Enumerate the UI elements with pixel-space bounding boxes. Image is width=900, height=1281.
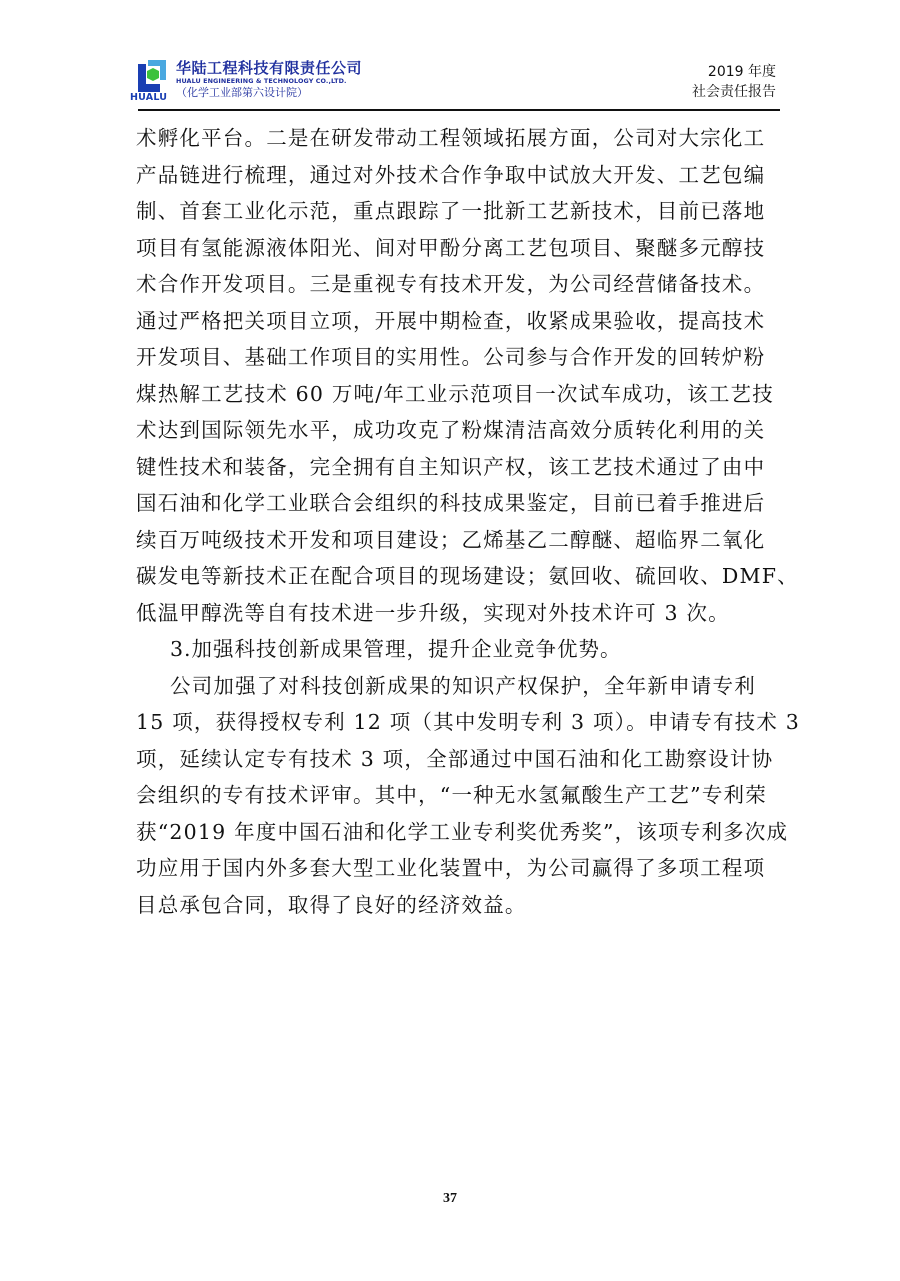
text-line: 获“2019 年度中国石油和化学工业专利奖优秀奖”，该项专利多次成 [136, 819, 789, 844]
text-line: 项目有氢能源液体阳光、间对甲酚分离工艺包项目、聚醚多元醇技 [136, 235, 766, 260]
text-line: 目总承包合同，取得了良好的经济效益。 [136, 892, 527, 917]
text-line: 国石油和化学工业联合会组织的科技成果鉴定，目前已着手推进后 [136, 491, 766, 515]
header-divider [138, 109, 780, 111]
text-line: 开发项目、基础工作项目的实用性。公司参与合作开发的回转炉粉 [136, 345, 766, 369]
hualu-logo [130, 58, 174, 104]
paragraph-ip-protection [136, 668, 801, 924]
text-line: 公司加强了对科技创新成果的知识产权保护，全年新申请专利 [170, 673, 756, 698]
text-line: 功应用于国内外多套大型工业化装置中，为公司赢得了多项工程项 [136, 856, 766, 880]
paragraph-rd-projects [136, 120, 799, 631]
text-line: 产品链进行梳理，通过对外技术合作争取中试放大开发、工艺包编 [136, 162, 766, 187]
report-title: 社会责任报告 [692, 84, 776, 100]
company-subtitle: （化学工业部第六设计院） [176, 86, 308, 99]
text-line: 通过严格把关项目立项，开展中期检查，收紧成果验收，提高技术 [136, 308, 766, 333]
text-line: 术达到国际领先水平，成功攻克了粉煤清洁高效分质转化利用的关 [136, 418, 766, 442]
company-block [176, 60, 362, 100]
text-line: 15 项，获得授权专利 12 项（其中发明专利 3 项）。申请专有技术 3 [136, 710, 801, 734]
text-line: 续百万吨级技术开发和项目建设；乙烯基乙二醇醚、超临界二氧化 [136, 527, 766, 552]
text-line: 煤热解工艺技术 60 万吨/年工业示范项目一次试车成功，该工艺技 [136, 381, 774, 406]
section-heading: 3.加强科技创新成果管理，提升企业竞争优势。 [170, 637, 622, 661]
text-line: 键性技术和装备，完全拥有自主知识产权，该工艺技术通过了由中 [136, 454, 766, 479]
company-name-cn: 华陆工程科技有限责任公司 [176, 59, 363, 77]
report-title-block [692, 62, 776, 102]
text-line: 会组织的专有技术评审。其中，“一种无水氢氟酸生产工艺”专利荣 [136, 783, 767, 807]
hualu-logo-icon [136, 60, 170, 92]
logo-wordmark: HUALU [130, 92, 168, 103]
text-line: 低温甲醇洗等自有技术进一步升级，实现对外技术许可 3 次。 [136, 600, 730, 625]
text-line: 制、首套工业化示范，重点跟踪了一批新工艺新技术，目前已落地 [136, 199, 766, 223]
text-line: 术孵化平台。二是在研发带动工程领域拓展方面，公司对大宗化工 [136, 126, 766, 150]
text-line: 术合作开发项目。三是重视专有技术开发，为公司经营储备技术。 [136, 272, 766, 296]
company-name-en: HUALU ENGINEERING & TECHNOLOGY CO.,LTD. [176, 77, 347, 85]
text-line: 项，延续认定专有技术 3 项，全部通过中国石油和化工勘察设计协 [136, 746, 774, 771]
page-number: 37 [443, 1191, 457, 1206]
document-body [136, 120, 801, 923]
page-header [130, 58, 780, 108]
report-year: 2019 年度 [707, 64, 776, 80]
text-line: 碳发电等新技术正在配合项目的现场建设；氨回收、硫回收、DMF、 [136, 564, 799, 588]
